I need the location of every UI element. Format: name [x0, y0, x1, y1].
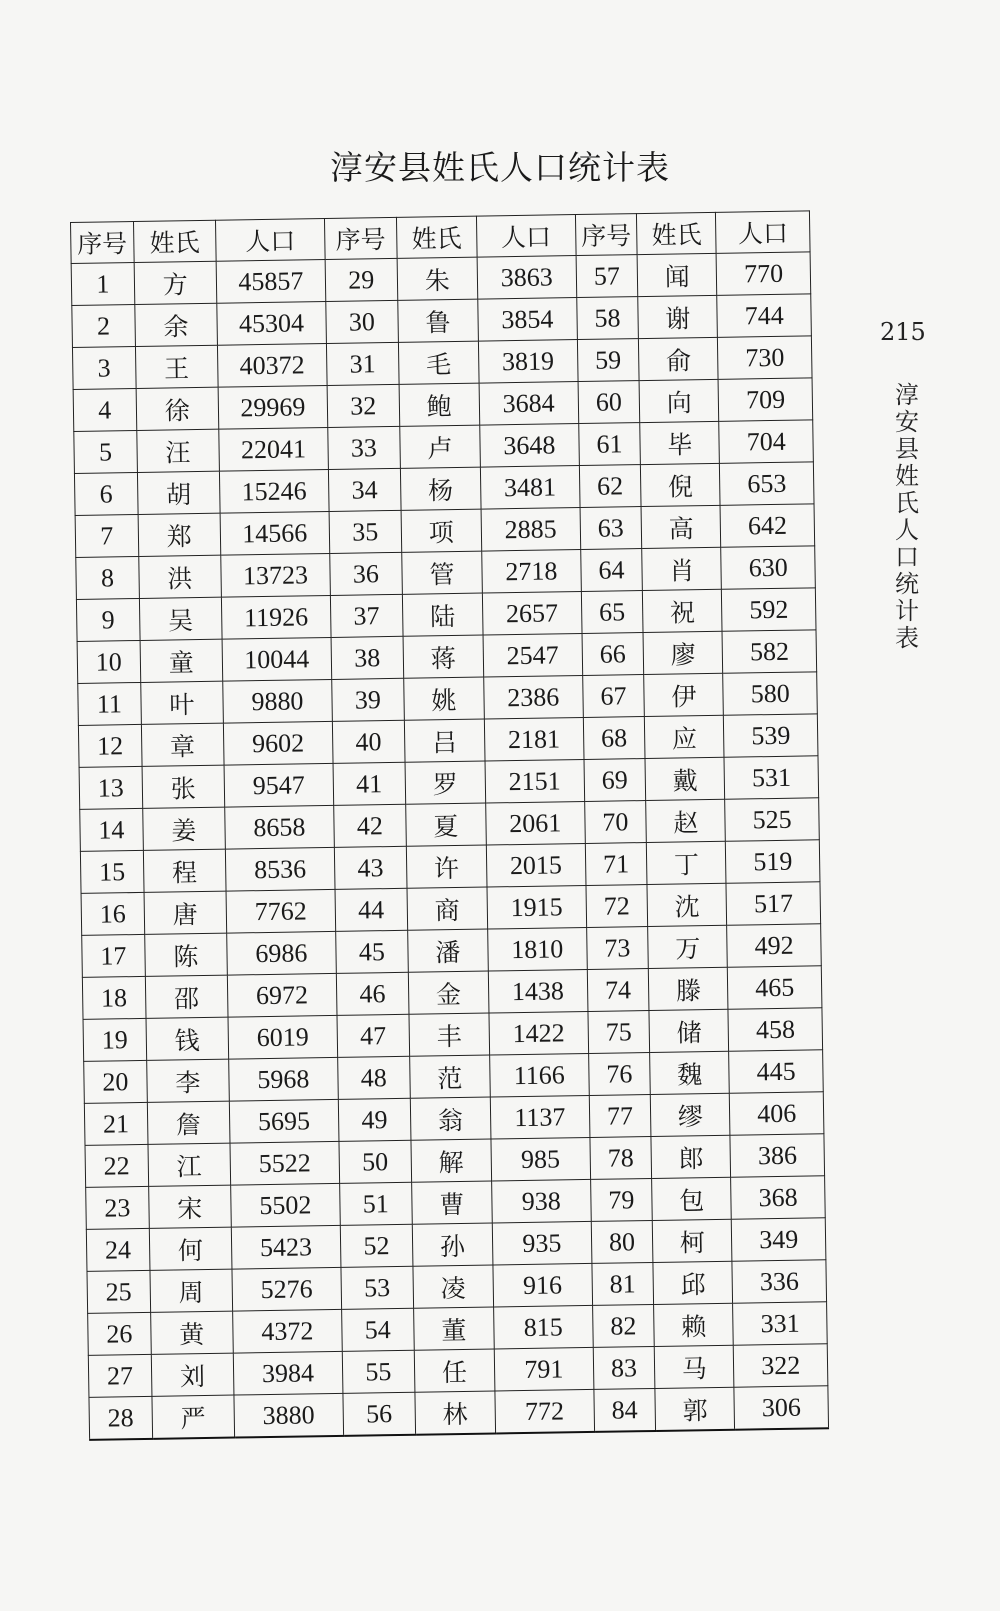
- cell-surname: 郑: [138, 513, 221, 556]
- cell-surname: 包: [652, 1177, 732, 1220]
- cell-population: 985: [491, 1137, 590, 1181]
- cell-population: 9547: [224, 763, 334, 807]
- header-population-2: 人口: [476, 215, 575, 258]
- cell-population: 29969: [218, 385, 328, 429]
- cell-surname: 李: [146, 1059, 229, 1102]
- cell-index: 18: [82, 976, 145, 1019]
- cell-population: 642: [720, 504, 814, 547]
- cell-index: 6: [74, 472, 137, 515]
- cell-surname: 周: [150, 1269, 233, 1312]
- cell-population: 458: [728, 1008, 822, 1051]
- cell-surname: 夏: [405, 803, 486, 846]
- cell-surname: 储: [649, 1009, 729, 1052]
- cell-surname: 张: [142, 765, 225, 808]
- cell-index: 26: [88, 1312, 151, 1355]
- header-population-1: 人口: [215, 219, 325, 262]
- cell-surname: 高: [641, 505, 721, 548]
- cell-index: 48: [337, 1056, 410, 1099]
- cell-index: 43: [334, 846, 407, 889]
- header-population-3: 人口: [716, 211, 810, 253]
- cell-population: 336: [732, 1260, 826, 1303]
- table-container: [70, 210, 829, 1440]
- cell-population: 2181: [484, 718, 583, 762]
- cell-index: 67: [582, 675, 644, 718]
- cell-index: 16: [81, 892, 144, 935]
- cell-index: 83: [593, 1346, 655, 1389]
- cell-surname: 江: [148, 1143, 231, 1186]
- cell-population: 10044: [222, 637, 332, 681]
- cell-surname: 钱: [146, 1017, 229, 1060]
- cell-index: 39: [332, 678, 405, 721]
- cell-surname: 徐: [136, 387, 219, 430]
- cell-population: 406: [730, 1092, 824, 1135]
- cell-population: 9880: [223, 679, 333, 723]
- cell-population: 6972: [227, 973, 337, 1017]
- cell-surname: 马: [654, 1345, 734, 1388]
- cell-population: 45304: [217, 301, 327, 345]
- cell-index: 75: [588, 1010, 650, 1053]
- cell-population: 525: [725, 798, 819, 841]
- cell-surname: 方: [134, 261, 217, 304]
- cell-surname: 唐: [144, 891, 227, 934]
- page-number: 215: [880, 318, 926, 346]
- header-index-1: 序号: [71, 222, 134, 264]
- cell-index: 65: [581, 591, 643, 634]
- cell-population: 7762: [226, 889, 336, 933]
- cell-index: 30: [326, 300, 399, 343]
- cell-surname: 孙: [412, 1223, 493, 1266]
- cell-index: 21: [84, 1102, 147, 1145]
- header-index-2: 序号: [324, 217, 397, 259]
- cell-surname: 蒋: [403, 635, 484, 678]
- cell-population: 2547: [483, 634, 582, 678]
- cell-population: 322: [734, 1344, 828, 1387]
- cell-surname: 曹: [411, 1181, 492, 1224]
- cell-surname: 宋: [148, 1185, 231, 1228]
- header-surname-3: 姓氏: [637, 212, 717, 254]
- cell-surname: 缪: [651, 1093, 731, 1136]
- cell-surname: 詹: [147, 1101, 230, 1144]
- cell-surname: 闻: [637, 253, 717, 296]
- cell-index: 5: [74, 430, 137, 473]
- cell-index: 64: [580, 549, 642, 592]
- cell-index: 44: [335, 888, 408, 931]
- cell-index: 71: [585, 843, 647, 886]
- cell-surname: 邵: [145, 975, 228, 1018]
- cell-surname: 刘: [151, 1353, 234, 1396]
- cell-population: 517: [726, 882, 820, 925]
- cell-index: 50: [339, 1140, 412, 1183]
- surname-population-table: [70, 210, 829, 1440]
- cell-index: 25: [87, 1270, 150, 1313]
- cell-index: 42: [334, 804, 407, 847]
- cell-index: 35: [329, 510, 402, 553]
- running-head: 淳安县姓氏人口统计表: [895, 381, 919, 652]
- cell-population: 1422: [489, 1011, 588, 1055]
- cell-index: 56: [343, 1392, 416, 1436]
- cell-population: 22041: [219, 427, 329, 471]
- cell-surname: 杨: [400, 467, 481, 510]
- cell-index: 57: [576, 255, 638, 298]
- cell-index: 20: [84, 1060, 147, 1103]
- cell-surname: 毛: [398, 341, 479, 384]
- cell-index: 46: [336, 972, 409, 1015]
- cell-index: 3: [72, 346, 135, 389]
- cell-index: 41: [333, 762, 406, 805]
- cell-index: 81: [592, 1262, 654, 1305]
- cell-surname: 凌: [413, 1265, 494, 1308]
- header-surname-2: 姓氏: [396, 216, 477, 258]
- cell-population: 8658: [225, 805, 335, 849]
- cell-population: 5423: [231, 1225, 341, 1269]
- cell-surname: 俞: [639, 337, 719, 380]
- cell-population: 8536: [225, 847, 335, 891]
- cell-index: 32: [327, 384, 400, 427]
- cell-surname: 沈: [647, 883, 727, 926]
- cell-surname: 严: [152, 1395, 235, 1439]
- cell-index: 28: [89, 1396, 152, 1439]
- cell-population: 14566: [220, 511, 330, 555]
- cell-index: 66: [582, 633, 644, 676]
- cell-population: 2657: [482, 592, 581, 636]
- cell-population: 653: [720, 462, 814, 505]
- cell-index: 76: [588, 1052, 650, 1095]
- cell-population: 519: [726, 840, 820, 883]
- cell-index: 47: [337, 1014, 410, 1057]
- cell-index: 34: [328, 468, 401, 511]
- cell-population: 45857: [216, 259, 326, 303]
- cell-surname: 林: [415, 1391, 496, 1435]
- cell-surname: 卢: [400, 425, 481, 468]
- cell-index: 23: [86, 1186, 149, 1229]
- cell-surname: 倪: [641, 463, 721, 506]
- cell-surname: 万: [648, 925, 728, 968]
- cell-population: 938: [492, 1179, 591, 1223]
- cell-index: 49: [338, 1098, 411, 1141]
- cell-population: 6986: [227, 931, 337, 975]
- cell-index: 38: [331, 636, 404, 679]
- cell-index: 12: [78, 724, 141, 767]
- cell-index: 84: [593, 1388, 655, 1431]
- cell-surname: 胡: [137, 471, 220, 514]
- cell-index: 74: [587, 969, 649, 1012]
- cell-index: 33: [328, 426, 401, 469]
- cell-population: 1438: [488, 969, 587, 1013]
- cell-index: 51: [339, 1182, 412, 1225]
- cell-population: 772: [495, 1389, 594, 1433]
- cell-surname: 祝: [643, 589, 723, 632]
- cell-population: 2386: [484, 676, 583, 720]
- cell-population: 531: [724, 756, 818, 799]
- cell-index: 55: [342, 1350, 415, 1393]
- cell-index: 72: [586, 885, 648, 928]
- cell-population: 15246: [219, 469, 329, 513]
- cell-surname: 魏: [650, 1051, 730, 1094]
- cell-surname: 商: [407, 887, 488, 930]
- cell-surname: 姜: [142, 807, 225, 850]
- cell-population: 3880: [234, 1393, 344, 1437]
- page-title: 淳安县姓氏人口统计表: [330, 148, 670, 187]
- cell-surname: 程: [143, 849, 226, 892]
- cell-surname: 翁: [410, 1097, 491, 1140]
- cell-population: 5522: [230, 1141, 340, 1185]
- header-surname-1: 姓氏: [133, 220, 216, 262]
- header-index-3: 序号: [575, 214, 637, 256]
- cell-surname: 章: [141, 723, 224, 766]
- cell-index: 78: [590, 1136, 652, 1179]
- cell-index: 29: [325, 258, 398, 301]
- cell-surname: 郎: [651, 1135, 731, 1178]
- cell-index: 79: [590, 1178, 652, 1221]
- cell-surname: 赖: [654, 1303, 734, 1346]
- cell-surname: 解: [411, 1139, 492, 1182]
- cell-index: 69: [584, 759, 646, 802]
- cell-surname: 叶: [140, 681, 223, 724]
- cell-index: 37: [330, 594, 403, 637]
- cell-surname: 洪: [138, 555, 221, 598]
- cell-population: 2885: [481, 508, 580, 552]
- cell-index: 82: [592, 1304, 654, 1347]
- cell-population: 3819: [478, 340, 577, 384]
- cell-index: 19: [83, 1018, 146, 1061]
- cell-surname: 丁: [647, 841, 727, 884]
- cell-population: 2718: [482, 550, 581, 594]
- cell-population: 2061: [486, 801, 585, 845]
- cell-population: 13723: [221, 553, 331, 597]
- cell-surname: 伊: [644, 673, 724, 716]
- cell-index: 77: [589, 1094, 651, 1137]
- cell-index: 59: [577, 339, 639, 382]
- cell-index: 15: [80, 850, 143, 893]
- cell-index: 31: [326, 342, 399, 385]
- cell-index: 17: [82, 934, 145, 977]
- cell-index: 36: [330, 552, 403, 595]
- cell-population: 9602: [223, 721, 333, 765]
- cell-population: 539: [724, 714, 818, 757]
- cell-index: 68: [583, 717, 645, 760]
- cell-surname: 何: [149, 1227, 232, 1270]
- cell-index: 40: [332, 720, 405, 763]
- cell-population: 580: [723, 672, 817, 715]
- cell-population: 465: [728, 966, 822, 1009]
- cell-index: 45: [336, 930, 409, 973]
- cell-population: 2151: [485, 759, 584, 803]
- cell-index: 63: [580, 507, 642, 550]
- cell-surname: 肖: [642, 547, 722, 590]
- cell-surname: 许: [406, 845, 487, 888]
- cell-population: 40372: [217, 343, 327, 387]
- cell-surname: 姚: [403, 677, 484, 720]
- cell-population: 5276: [232, 1267, 342, 1311]
- cell-index: 1: [71, 263, 134, 306]
- cell-index: 9: [76, 598, 139, 641]
- cell-surname: 项: [401, 509, 482, 552]
- cell-index: 53: [341, 1266, 414, 1309]
- cell-surname: 赵: [646, 799, 726, 842]
- cell-population: 11926: [221, 595, 331, 639]
- cell-population: 709: [718, 378, 812, 421]
- cell-index: 24: [86, 1228, 149, 1271]
- cell-index: 7: [75, 514, 138, 557]
- cell-index: 2: [72, 304, 135, 347]
- cell-population: 3854: [478, 298, 577, 342]
- cell-population: 3684: [479, 382, 578, 426]
- cell-population: 730: [718, 336, 812, 379]
- cell-population: 3984: [233, 1351, 343, 1395]
- cell-surname: 余: [134, 303, 217, 346]
- cell-surname: 罗: [405, 761, 486, 804]
- cell-population: 2015: [486, 843, 585, 887]
- cell-surname: 吴: [139, 597, 222, 640]
- cell-surname: 柯: [653, 1219, 733, 1262]
- cell-population: 386: [730, 1134, 824, 1177]
- cell-surname: 陆: [402, 593, 483, 636]
- cell-population: 5502: [231, 1183, 341, 1227]
- table-body: [71, 252, 828, 1440]
- cell-population: 1166: [490, 1053, 589, 1097]
- cell-index: 4: [73, 388, 136, 431]
- cell-surname: 邱: [653, 1261, 733, 1304]
- cell-surname: 鲁: [398, 299, 479, 342]
- cell-surname: 戴: [645, 757, 725, 800]
- cell-index: 10: [77, 640, 140, 683]
- cell-population: 4372: [233, 1309, 343, 1353]
- cell-surname: 朱: [397, 257, 478, 300]
- cell-index: 13: [79, 766, 142, 809]
- cell-index: 52: [340, 1224, 413, 1267]
- cell-surname: 任: [414, 1349, 495, 1392]
- cell-index: 62: [579, 465, 641, 508]
- cell-index: 22: [85, 1144, 148, 1187]
- cell-population: 349: [732, 1218, 826, 1261]
- cell-population: 492: [727, 924, 821, 967]
- cell-population: 744: [717, 294, 811, 337]
- cell-surname: 黄: [150, 1311, 233, 1354]
- cell-population: 1810: [488, 927, 587, 971]
- cell-surname: 鲍: [399, 383, 480, 426]
- cell-index: 60: [578, 381, 640, 424]
- cell-population: 916: [493, 1263, 592, 1307]
- cell-surname: 管: [402, 551, 483, 594]
- cell-surname: 毕: [640, 421, 720, 464]
- cell-index: 73: [586, 927, 648, 970]
- cell-population: 704: [719, 420, 813, 463]
- cell-surname: 谢: [638, 295, 718, 338]
- cell-surname: 潘: [407, 929, 488, 972]
- cell-population: 582: [722, 630, 816, 673]
- cell-population: 592: [722, 588, 816, 631]
- cell-surname: 陈: [144, 933, 227, 976]
- cell-population: 3863: [477, 256, 576, 300]
- cell-population: 5968: [229, 1057, 339, 1101]
- cell-index: 70: [584, 801, 646, 844]
- cell-surname: 童: [140, 639, 223, 682]
- cell-surname: 吕: [404, 719, 485, 762]
- cell-population: 306: [734, 1386, 828, 1430]
- cell-population: 331: [733, 1302, 827, 1345]
- cell-surname: 丰: [409, 1013, 490, 1056]
- cell-population: 935: [492, 1221, 591, 1265]
- cell-population: 1915: [487, 885, 586, 929]
- cell-surname: 廖: [643, 631, 723, 674]
- cell-population: 368: [731, 1176, 825, 1219]
- cell-surname: 董: [413, 1307, 494, 1350]
- cell-population: 815: [494, 1305, 593, 1349]
- cell-surname: 滕: [649, 967, 729, 1010]
- cell-surname: 王: [135, 345, 218, 388]
- cell-population: 6019: [228, 1015, 338, 1059]
- cell-surname: 郭: [655, 1387, 735, 1431]
- cell-population: 3481: [480, 466, 579, 510]
- cell-surname: 向: [639, 379, 719, 422]
- cell-index: 14: [80, 808, 143, 851]
- cell-population: 630: [721, 546, 815, 589]
- cell-surname: 范: [409, 1055, 490, 1098]
- cell-index: 58: [576, 297, 638, 340]
- cell-index: 27: [88, 1354, 151, 1397]
- cell-population: 1137: [490, 1095, 589, 1139]
- cell-population: 770: [716, 252, 810, 295]
- cell-index: 11: [78, 682, 141, 725]
- cell-population: 445: [729, 1050, 823, 1093]
- cell-index: 80: [591, 1220, 653, 1263]
- cell-surname: 汪: [136, 429, 219, 472]
- cell-index: 61: [578, 423, 640, 466]
- cell-population: 3648: [480, 424, 579, 468]
- cell-population: 791: [494, 1347, 593, 1391]
- cell-index: 54: [341, 1308, 414, 1351]
- cell-index: 8: [76, 556, 139, 599]
- cell-population: 5695: [229, 1099, 339, 1143]
- cell-surname: 应: [645, 715, 725, 758]
- cell-surname: 金: [408, 971, 489, 1014]
